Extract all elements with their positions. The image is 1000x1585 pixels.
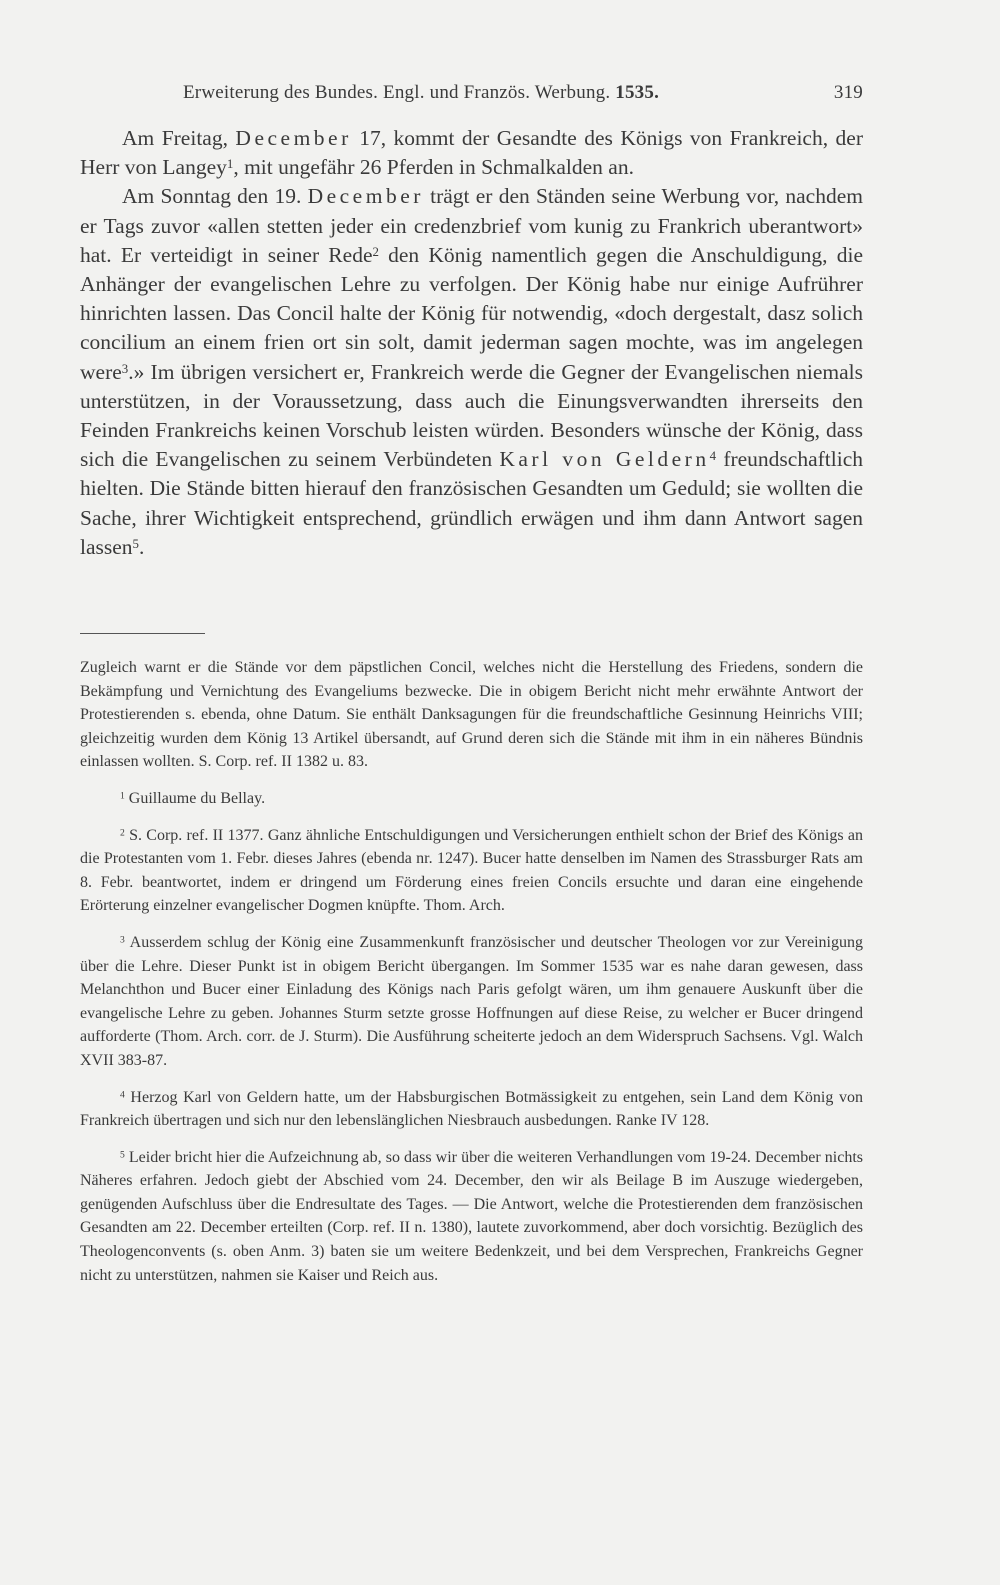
header-year: 1535. — [615, 82, 660, 103]
footnote-text: Herzog Karl von Geldern hatte, um der Habsburgischen Botmässigkeit zu entgehen, sein Land dem König von Frankreich übertragen und sich nur den lebenslänglichen Niesbrauch ausbedungen. Ranke IV 128. — [80, 1088, 863, 1130]
page-number: 319 — [833, 82, 863, 103]
footnote-ref-1[interactable]: 1 — [226, 157, 234, 172]
footnote-4 — [80, 1086, 863, 1133]
footnote-ref-4[interactable]: 4 — [709, 449, 717, 464]
spaced-text: Karl von Geldern — [499, 447, 710, 472]
footnote-ref-5[interactable]: 5 — [132, 537, 139, 552]
running-title-text: Erweiterung des Bundes. Engl. und Französ. Werbung. — [183, 82, 611, 103]
footnote-separator — [80, 633, 205, 634]
spaced-text: December — [307, 184, 424, 209]
footnote-ref-2[interactable]: 2 — [372, 245, 379, 260]
footnote-text: Guillaume du Bellay. — [124, 789, 266, 807]
spaced-text: December — [235, 126, 352, 150]
footnote-continued: Zugleich warnt er die Stände vor dem päpstlichen Concil, welches nicht die Herstellung des Friedens, sondern die Bekämpfung und Vernichtung des Evangeliums bezwecke. Die in obigem Bericht nicht mehr erwähnte Antwort der Protestierenden s. ebenda, ohne Datum. Sie enthält Danksagungen für die freundschaftliche Gesinnung Heinrichs VIII; gleichzeitig wurden dem König 13 Artikel übersandt, auf Grund deren sich die Stände mit ihm in ein näheres Bündnis einlassen wollten. S. Corp. ref. II 1382 u. 83. — [80, 659, 863, 771]
footnotes — [80, 656, 863, 1300]
text-run: , mit ungefähr 26 Pferden in Schmalkalden an. — [233, 155, 634, 180]
footnote-1 — [80, 787, 863, 811]
footnote-mark: 3 — [120, 934, 125, 946]
footnote-3 — [80, 931, 863, 1073]
text-run: den König namentlich gegen die Anschuldigung, die Anhänger der evangelischen Lehre zu verfolgen. Der König habe nur einige Aufrührer hinrichten lassen. Das Concil halte der König für notwendig, «doch dergestalt, dasz solich concilium an einem frien ort sin solt, damit jederman sagen mochte, was im angelegen were — [80, 242, 863, 384]
footnote-text: S. Corp. ref. II 1377. Ganz ähnliche Entschuldigungen und Versicherungen enthielt schon der Brief des Königs an die Protestanten vom 1. Febr. dieses Jahres (ebenda nr. 1247). Bucer hatte denselben im Namen des Strassburger Rats am 8. Febr. beantwortet, indem er dringend um Förderung eines freien Concils ersuchte und daran eine eingehende Erörterung einzelner evangelischer Dogmen knüpfte. Thom. Arch. — [80, 826, 863, 915]
text-run: freundschaftlich hielten. Die Stände bitten hierauf den französischen Gesandten um Geduld; sie wollten die Sache, ihrer Wichtigkeit entsprechend, gründlich erwägen und ihm dann Antwort sagen lassen — [80, 447, 864, 559]
footnote-mark: 2 — [120, 827, 125, 839]
text-run: .» Im übrigen versichert er, Frankreich werde die Gegner der Evangelischen niemals unterstützen, in der Voraussetzung, dass auch die Einungsverwandten ihrerseits den Feinden Frankreichs keinen Vorschub leisten würden. Besonders wünsche der König, dass sich die Evangelischen zu seinem Verbündeten — [80, 359, 863, 472]
text-run: Am Freitag, — [122, 126, 236, 150]
text-run: 17, kommt der Gesandte des Königs von Frankreich, der Herr von Langey — [80, 126, 863, 180]
footnote-2 — [80, 824, 863, 918]
footnote-ref-3[interactable]: 3 — [121, 361, 129, 376]
text-run: . — [139, 534, 145, 559]
footnote-5 — [80, 1146, 863, 1288]
text-run: Am Sonntag den 19. — [122, 184, 308, 209]
footnote-mark: 4 — [120, 1089, 125, 1101]
footnote-mark: 1 — [120, 790, 125, 802]
text-run: trägt er den Ständen seine Werbung vor, nachdem er Tags zuvor «allen stetten jeder ein credenzbrief vom kunig zu Frankrich uberantwort» hat. Er verteidigt in seiner Rede — [80, 184, 863, 267]
running-title — [183, 80, 659, 106]
paragraph — [80, 182, 863, 562]
main-text — [80, 124, 863, 562]
footnote-text: Ausserdem schlug der König eine Zusammenkunft französischer und deutscher Theologen vor zur Vereinigung über die Lehre. Dieser Punkt ist in obigem Bericht übergangen. Im Sommer 1535 war es nahe daran gewesen, dass Melanchthon und Bucer einer Einladung des Königs nach Paris gefolgt wären, um ihm genauere Auskunft über die evangelische Lehre zu geben. Johannes Sturm setzte grosse Hoffnungen auf diese Reise, zu welcher er Bucer dringend aufforderte (Thom. Arch. corr. de J. Sturm). Die Ausführung scheiterte jedoch an dem Widerspruch Sachsens. Vgl. Walch XVII 383-87. — [80, 933, 863, 1069]
paragraph — [80, 124, 863, 182]
footnote-mark: 5 — [120, 1149, 125, 1161]
footnote-text: Leider bricht hier die Aufzeichnung ab, so dass wir über die weiteren Verhandlungen vom 19-24. December nichts Näheres erfahren. Jedoch giebt der Abschied vom 24. December, den wir als Beilage B im Auszuge wiedergeben, genügenden Aufschluss über die Endresultate des Tages. — Die Antwort, welche die Protestierenden dem französischen Gesandten am 22. December erteilten (Corp. ref. II n. 1380), lautete zuvorkommend, aber doch vorsichtig. Bezüglich des Theologenconvents (s. oben Anm. 3) baten sie um weitere Bedenkzeit, und bei dem Versprechen, Frankreichs Gegner nicht zu unterstützen, nahmen sie Kaiser und Reich aus. — [80, 1148, 863, 1284]
